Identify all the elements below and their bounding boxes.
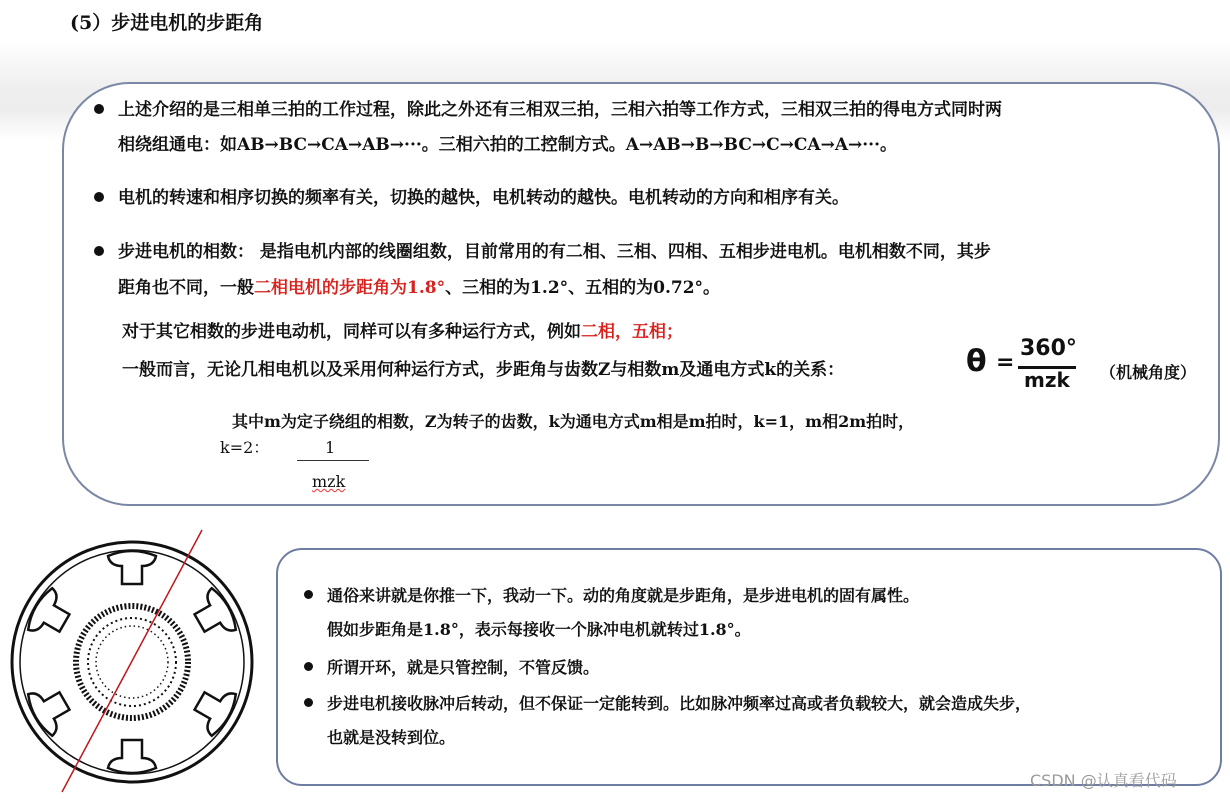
fraction-bar	[297, 460, 369, 461]
box2-bullet3-line2: 也就是没转到位。	[327, 728, 456, 747]
fraction-numerator: 1	[325, 438, 336, 457]
step-angle-formula	[966, 338, 1086, 394]
bullet-dot	[94, 192, 104, 202]
bullet-dot	[94, 104, 104, 114]
two-phase-highlight: 二相电机的步距角为1.8°	[254, 278, 446, 298]
box1-bullet2-line1: 电机的转速和相序切换的频率有关，切换的越快，电机转动的越快。电机转动的方向和相序有关。	[118, 188, 849, 208]
relation-line: 一般而言，无论几相电机以及采用何种运行方式，步距角与齿数Z与相数m及通电方式k的关系：	[122, 360, 845, 380]
phases-highlight: 二相，五相；	[581, 322, 683, 342]
bullet-dot	[304, 590, 313, 599]
other-phases-line	[122, 320, 683, 344]
watermark: CSDN @认真看代码	[1030, 771, 1177, 790]
step-angle-text-a: 距角也不同，一般	[118, 278, 254, 298]
k2-label: k=2：	[220, 438, 270, 457]
box1-bullet1-line1: 上述介绍的是三相单三拍的工作过程，除此之外还有三相双三拍，三相六拍等工作方式，三相双三拍的得电方式同时两	[118, 100, 1002, 120]
other-phases-text: 对于其它相数的步进电动机，同样可以有多种运行方式，例如	[122, 322, 581, 342]
formula-equals: =	[996, 350, 1015, 375]
box2-bullet1-line2: 假如步距角是1.8°，表示每接收一个脉冲电机就转过1.8°。	[327, 620, 751, 639]
formula-numerator: 360°	[1020, 336, 1077, 361]
box2-bullet2-line1: 所谓开环，就是只管控制，不管反馈。	[327, 658, 600, 677]
stepper-motor-diagram	[0, 522, 270, 797]
formula-note: （机械角度）	[1100, 363, 1197, 382]
section-title: (5）步进电机的步距角	[70, 12, 264, 34]
box2-bullet3-line1: 步进电机接收脉冲后转动，但不保证一定能转到。比如脉冲频率过高或者负载较大，就会造成失步，	[327, 694, 1032, 713]
box1-bullet3-line2	[118, 276, 720, 300]
bullet-dot	[304, 662, 313, 671]
fraction-denominator: mzk	[312, 472, 346, 491]
formula-theta: θ	[966, 344, 987, 379]
bullet-dot	[304, 698, 313, 707]
box1-bullet3-line1: 步进电机的相数： 是指电机内部的线圈组数，目前常用的有二相、三相、四相、五相步进电机。电机相数不同，其步	[118, 242, 991, 262]
variables-line: 其中m为定子绕组的相数，Z为转子的齿数，k为通电方式m相是m拍时，k=1，m相2m拍时，	[232, 412, 915, 431]
bullet-dot	[94, 246, 104, 256]
formula-denominator: mzk	[1024, 368, 1070, 392]
step-angle-text-b: 、三相的为1.2°、五相的为0.72°。	[445, 278, 721, 298]
box1-bullet1-line2: 相绕组通电：如AB→BC→CA→AB→···。三相六拍的工控制方式。A→AB→B→BC→C→CA→A→···。	[118, 135, 898, 155]
box2-bullet1-line1: 通俗来讲就是你推一下，我动一下。动的角度就是步距角，是步进电机的固有属性。	[327, 586, 920, 605]
